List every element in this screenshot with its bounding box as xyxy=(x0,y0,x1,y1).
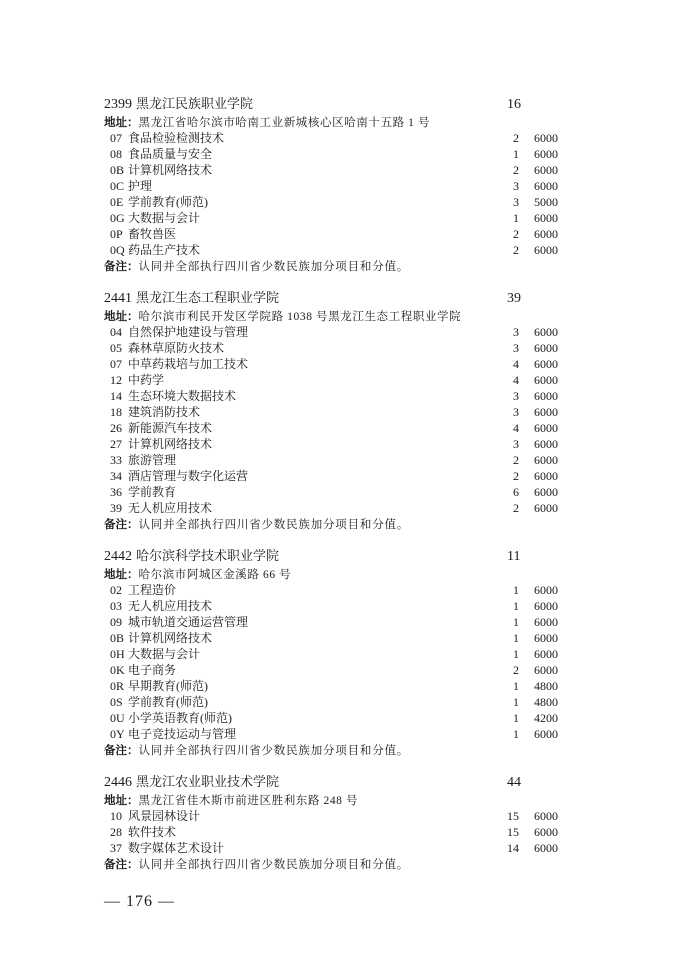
note-label: 备注： xyxy=(104,517,139,531)
major-name: 自然保护地建设与管理 xyxy=(128,325,249,339)
major-code: 34 xyxy=(110,469,122,483)
major-code: 0B xyxy=(110,631,125,645)
major-tuition: 5000 xyxy=(534,195,558,209)
school-header xyxy=(104,548,574,566)
major-tuition: 6000 xyxy=(534,727,558,741)
major-name: 无人机应用技术 xyxy=(128,599,213,613)
major-code: 28 xyxy=(110,825,122,839)
major-code: 27 xyxy=(110,437,122,451)
major-quota: 3 xyxy=(513,437,519,451)
major-row xyxy=(104,356,574,372)
major-tuition: 6000 xyxy=(534,615,558,629)
major-name: 工程造价 xyxy=(128,583,177,597)
major-name: 中草药栽培与加工技术 xyxy=(128,357,249,371)
major-quota: 3 xyxy=(513,325,519,339)
major-name: 计算机网络技术 xyxy=(128,437,213,451)
major-code: 09 xyxy=(110,615,122,629)
major-name: 食品检验检测技术 xyxy=(128,131,225,145)
major-name: 电子竞技运动与管理 xyxy=(128,727,237,741)
major-name: 中药学 xyxy=(128,373,165,387)
major-row xyxy=(104,420,574,436)
major-tuition: 6000 xyxy=(534,647,558,661)
major-code: 14 xyxy=(110,389,122,403)
major-tuition: 6000 xyxy=(534,131,558,145)
major-row xyxy=(104,404,574,420)
major-tuition: 6000 xyxy=(534,325,558,339)
note-text: 认同并全部执行四川省少数民族加分项目和分值。 xyxy=(138,261,410,273)
major-name: 旅游管理 xyxy=(128,453,177,467)
major-quota: 1 xyxy=(513,631,519,645)
major-code: 0C xyxy=(110,179,125,193)
major-row xyxy=(104,726,574,742)
major-row xyxy=(104,484,574,500)
major-row xyxy=(104,840,574,856)
school-name: 哈尔滨科学技术职业学院 xyxy=(136,549,280,564)
major-row xyxy=(104,242,574,258)
major-tuition: 6000 xyxy=(534,389,558,403)
major-row xyxy=(104,646,574,662)
school-code: 2441 xyxy=(104,291,132,306)
school-code: 2442 xyxy=(104,549,132,564)
school-total-quota: 39 xyxy=(507,291,521,306)
major-tuition: 6000 xyxy=(534,809,558,823)
major-code: 05 xyxy=(110,341,122,355)
major-name: 计算机网络技术 xyxy=(128,163,213,177)
major-code: 36 xyxy=(110,485,122,499)
major-row xyxy=(104,710,574,726)
major-name: 电子商务 xyxy=(128,663,177,677)
major-row xyxy=(104,662,574,678)
major-name: 学前教育(师范) xyxy=(128,195,208,209)
major-code: 0U xyxy=(110,711,125,725)
major-quota: 2 xyxy=(513,243,519,257)
major-code: 0P xyxy=(110,227,123,241)
major-row xyxy=(104,178,574,194)
major-name: 畜牧兽医 xyxy=(128,227,177,241)
major-tuition: 6000 xyxy=(534,501,558,515)
major-row xyxy=(104,468,574,484)
major-quota: 6 xyxy=(513,485,519,499)
major-code: 33 xyxy=(110,453,122,467)
school-name: 黑龙江生态工程职业学院 xyxy=(136,291,280,306)
major-row xyxy=(104,130,574,146)
major-name: 酒店管理与数字化运营 xyxy=(128,469,249,483)
major-quota: 1 xyxy=(513,647,519,661)
major-tuition: 6000 xyxy=(534,357,558,371)
school-address xyxy=(104,792,574,808)
major-quota: 2 xyxy=(513,501,519,515)
note-text: 认同并全部执行四川省少数民族加分项目和分值。 xyxy=(138,859,410,871)
major-quota: 4 xyxy=(513,357,519,371)
address-text: 黑龙江省哈尔滨市哈南工业新城核心区哈南十五路 1 号 xyxy=(138,117,431,129)
major-name: 城市轨道交通运营管理 xyxy=(128,615,249,629)
major-code: 0E xyxy=(110,195,124,209)
major-quota: 1 xyxy=(513,727,519,741)
school-header xyxy=(104,290,574,308)
major-name: 风景园林设计 xyxy=(128,809,201,823)
major-tuition: 6000 xyxy=(534,469,558,483)
major-code: 07 xyxy=(110,357,122,371)
school-name: 黑龙江农业职业技术学院 xyxy=(136,775,280,790)
major-code: 0R xyxy=(110,679,125,693)
school-code: 2399 xyxy=(104,97,132,112)
major-code: 18 xyxy=(110,405,122,419)
address-label: 地址： xyxy=(104,115,139,129)
major-code: 0H xyxy=(110,647,125,661)
major-row xyxy=(104,340,574,356)
major-tuition: 6000 xyxy=(534,243,558,257)
major-quota: 4 xyxy=(513,421,519,435)
major-name: 无人机应用技术 xyxy=(128,501,213,515)
major-quota: 3 xyxy=(513,341,519,355)
major-code: 04 xyxy=(110,325,122,339)
page-number: — 176 — xyxy=(104,893,175,910)
major-row xyxy=(104,678,574,694)
major-tuition: 6000 xyxy=(534,227,558,241)
major-tuition: 6000 xyxy=(534,179,558,193)
major-name: 大数据与会计 xyxy=(128,647,201,661)
major-tuition: 6000 xyxy=(534,373,558,387)
major-tuition: 6000 xyxy=(534,211,558,225)
address-text: 哈尔滨市利民开发区学院路 1038 号黑龙江生态工程职业学院 xyxy=(138,311,462,323)
major-code: 0K xyxy=(110,663,125,677)
school-address xyxy=(104,566,574,582)
address-text: 黑龙江省佳木斯市前进区胜利东路 248 号 xyxy=(138,795,359,807)
major-row xyxy=(104,598,574,614)
major-quota: 1 xyxy=(513,679,519,693)
school-header xyxy=(104,774,574,792)
major-quota: 2 xyxy=(513,163,519,177)
major-quota: 3 xyxy=(513,405,519,419)
major-name: 计算机网络技术 xyxy=(128,631,213,645)
school-list xyxy=(104,96,574,888)
major-quota: 1 xyxy=(513,583,519,597)
major-row xyxy=(104,146,574,162)
major-row xyxy=(104,388,574,404)
major-tuition: 4200 xyxy=(534,711,558,725)
note-text: 认同并全部执行四川省少数民族加分项目和分值。 xyxy=(138,745,410,757)
major-name: 新能源汽车技术 xyxy=(128,421,213,435)
school-address xyxy=(104,114,574,130)
school-section xyxy=(104,290,574,532)
major-code: 39 xyxy=(110,501,122,515)
note-text: 认同并全部执行四川省少数民族加分项目和分值。 xyxy=(138,519,410,531)
school-note xyxy=(104,258,574,274)
major-code: 37 xyxy=(110,841,122,855)
major-row xyxy=(104,824,574,840)
major-quota: 4 xyxy=(513,373,519,387)
major-code: 0G xyxy=(110,211,125,225)
major-quota: 1 xyxy=(513,147,519,161)
major-name: 食品质量与安全 xyxy=(128,147,213,161)
major-code: 0Y xyxy=(110,727,125,741)
major-name: 建筑消防技术 xyxy=(128,405,201,419)
major-quota: 14 xyxy=(507,841,519,855)
major-row xyxy=(104,436,574,452)
major-tuition: 6000 xyxy=(534,437,558,451)
major-quota: 1 xyxy=(513,695,519,709)
major-code: 0S xyxy=(110,695,123,709)
school-note xyxy=(104,516,574,532)
major-quota: 1 xyxy=(513,599,519,613)
address-label: 地址： xyxy=(104,567,139,581)
major-quota: 2 xyxy=(513,131,519,145)
school-total-quota: 11 xyxy=(507,549,521,564)
major-row xyxy=(104,226,574,242)
school-code: 2446 xyxy=(104,775,132,790)
school-section xyxy=(104,774,574,872)
major-tuition: 6000 xyxy=(534,583,558,597)
major-quota: 1 xyxy=(513,711,519,725)
school-total-quota: 44 xyxy=(507,775,521,790)
major-code: 03 xyxy=(110,599,122,613)
address-label: 地址： xyxy=(104,309,139,323)
major-name: 小学英语教育(师范) xyxy=(128,711,232,725)
major-tuition: 6000 xyxy=(534,147,558,161)
major-tuition: 6000 xyxy=(534,663,558,677)
major-row xyxy=(104,630,574,646)
school-address xyxy=(104,308,574,324)
major-tuition: 6000 xyxy=(534,485,558,499)
major-quota: 2 xyxy=(513,453,519,467)
major-code: 07 xyxy=(110,131,122,145)
major-row xyxy=(104,500,574,516)
major-row xyxy=(104,162,574,178)
major-code: 02 xyxy=(110,583,122,597)
school-note xyxy=(104,742,574,758)
major-code: 0B xyxy=(110,163,125,177)
major-row xyxy=(104,808,574,824)
major-tuition: 6000 xyxy=(534,841,558,855)
major-row xyxy=(104,194,574,210)
major-quota: 15 xyxy=(507,809,519,823)
address-label: 地址： xyxy=(104,793,139,807)
school-section xyxy=(104,96,574,274)
major-tuition: 6000 xyxy=(534,453,558,467)
major-quota: 3 xyxy=(513,195,519,209)
note-label: 备注： xyxy=(104,857,139,871)
major-quota: 3 xyxy=(513,389,519,403)
major-quota: 2 xyxy=(513,227,519,241)
major-name: 软件技术 xyxy=(128,825,177,839)
major-code: 10 xyxy=(110,809,122,823)
note-label: 备注： xyxy=(104,743,139,757)
major-code: 26 xyxy=(110,421,122,435)
major-name: 护理 xyxy=(128,179,153,193)
major-row xyxy=(104,452,574,468)
major-row xyxy=(104,614,574,630)
major-name: 生态环境大数据技术 xyxy=(128,389,237,403)
major-name: 学前教育(师范) xyxy=(128,695,208,709)
school-total-quota: 16 xyxy=(507,97,521,112)
major-tuition: 4800 xyxy=(534,679,558,693)
major-row xyxy=(104,694,574,710)
major-row xyxy=(104,324,574,340)
major-quota: 2 xyxy=(513,663,519,677)
major-row xyxy=(104,582,574,598)
major-tuition: 6000 xyxy=(534,405,558,419)
major-tuition: 6000 xyxy=(534,599,558,613)
major-tuition: 4800 xyxy=(534,695,558,709)
school-header xyxy=(104,96,574,114)
major-quota: 15 xyxy=(507,825,519,839)
address-text: 哈尔滨市阿城区金溪路 66 号 xyxy=(138,569,292,581)
major-tuition: 6000 xyxy=(534,631,558,645)
major-code: 08 xyxy=(110,147,122,161)
major-name: 大数据与会计 xyxy=(128,211,201,225)
major-name: 药品生产技术 xyxy=(128,243,201,257)
major-name: 早期教育(师范) xyxy=(128,679,208,693)
major-quota: 2 xyxy=(513,469,519,483)
school-note xyxy=(104,856,574,872)
major-code: 12 xyxy=(110,373,122,387)
major-row xyxy=(104,210,574,226)
major-row xyxy=(104,372,574,388)
school-name: 黑龙江民族职业学院 xyxy=(136,97,254,112)
major-tuition: 6000 xyxy=(534,421,558,435)
major-name: 数字媒体艺术设计 xyxy=(128,841,225,855)
major-code: 0Q xyxy=(110,243,125,257)
major-quota: 1 xyxy=(513,615,519,629)
major-name: 学前教育 xyxy=(128,485,177,499)
major-tuition: 6000 xyxy=(534,825,558,839)
major-tuition: 6000 xyxy=(534,163,558,177)
major-quota: 1 xyxy=(513,211,519,225)
major-tuition: 6000 xyxy=(534,341,558,355)
major-quota: 3 xyxy=(513,179,519,193)
note-label: 备注： xyxy=(104,259,139,273)
school-section xyxy=(104,548,574,758)
major-name: 森林草原防火技术 xyxy=(128,341,225,355)
